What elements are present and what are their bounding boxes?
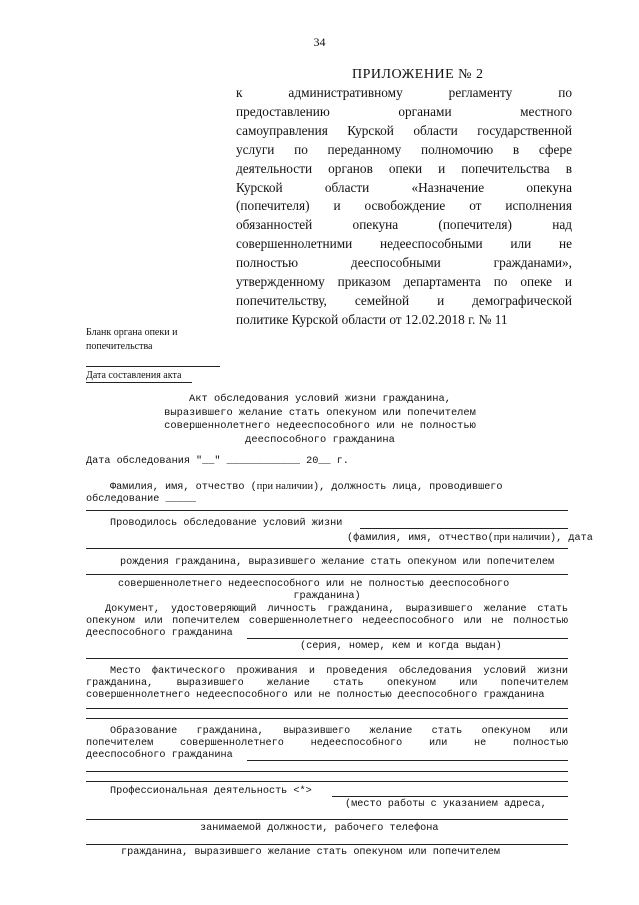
appendix-line: деятельности органов опеки и попечительства в xyxy=(236,160,572,176)
form-underline xyxy=(86,658,568,659)
appendix-line: Курской области «Назначение опекуна xyxy=(236,179,572,195)
act-title xyxy=(130,393,510,447)
document-line3: дееспособного гражданина xyxy=(86,628,233,639)
residence-line3: совершеннолетнего недееспособного или не полностью дееспособного гражданина xyxy=(86,690,545,701)
page-number: 34 xyxy=(313,35,326,49)
appendix-line: политике Курской области от 12.02.2018 г. № 11 xyxy=(236,311,508,327)
appendix-text xyxy=(236,84,572,330)
document-line1: Документ, удостоверяющий личность гражданина, выразившего желание стать xyxy=(105,604,568,615)
citizen-close: гражданина) xyxy=(293,591,361,602)
residence-line1: Место фактического проживания и проведения обследования условий жизни xyxy=(110,666,568,677)
form-underline xyxy=(86,718,568,719)
appendix-line: услуги по переданному полномочию в сфере xyxy=(236,141,572,157)
fio-text: ), должность лица, проводившего xyxy=(313,482,503,493)
act-title-line: дееспособного гражданина xyxy=(245,433,395,446)
appendix-line: совершеннолетними недееспособными или не xyxy=(236,236,572,252)
appendix-line: к административному регламенту по xyxy=(236,85,572,100)
fio-text: Фамилия, имя, отчество ( xyxy=(110,482,257,493)
last-line: гражданина, выразившего желание стать опекуном или попечителем xyxy=(121,847,501,858)
form-underline xyxy=(360,528,568,529)
blank-label xyxy=(86,326,286,354)
profession-label: Профессиональная деятельность <*> xyxy=(110,786,312,797)
profession-caption: (место работы с указанием адреса, xyxy=(345,799,547,810)
education-line1: Образование гражданина, выразившего желание стать опекуном или xyxy=(110,726,568,737)
form-underline xyxy=(86,548,568,549)
blank-label-line: попечительства xyxy=(86,341,153,352)
act-title-line: Акт обследования условий жизни гражданина, xyxy=(189,393,451,405)
fio-caption-text: ), дата xyxy=(550,533,593,544)
appendix-line: попечительству, семейной и демографической xyxy=(236,292,572,308)
form-underline xyxy=(86,708,568,709)
conducted-label: Проводилось обследование условий жизни xyxy=(110,518,343,529)
act-title-line: совершеннолетнего недееспособного или не полностью xyxy=(164,420,476,432)
form-underline xyxy=(86,844,568,845)
fio-text-serif: при наличии xyxy=(256,481,314,492)
appendix-line: обязанностей опекуна (попечителя) над xyxy=(236,217,572,233)
fio-caption xyxy=(347,532,593,544)
inspector-fio-line2: обследование _____ xyxy=(86,494,197,505)
education-line3: дееспособного гражданина xyxy=(86,750,233,761)
appendix-line: утвержденному приказом департамента по опеке и xyxy=(236,274,572,290)
fio-caption-text: (фамилия, имя, отчество( xyxy=(347,533,494,544)
act-date-underline xyxy=(86,382,192,383)
blank-label-line: Бланк органа опеки и xyxy=(86,327,178,338)
education-line2: попечителем совершеннолетнего недееспособного или не полностью xyxy=(86,738,568,749)
form-underline xyxy=(247,638,568,639)
form-underline xyxy=(86,819,568,820)
appendix-line: полностью дееспособными гражданами», xyxy=(236,255,572,271)
act-title-line: выразившего желание стать опекуном или попечителем xyxy=(164,406,476,419)
appendix-title: ПРИЛОЖЕНИЕ № 2 xyxy=(352,67,484,82)
residence-line2: гражданина, выразившего желание стать опекуном или попечителем xyxy=(86,678,568,689)
birth-line: рождения гражданина, выразившего желание стать опекуном или попечителем xyxy=(120,557,555,568)
fio-caption-serif: при наличии xyxy=(493,532,551,543)
position-caption: занимаемой должности, рабочего телефона xyxy=(200,823,439,834)
adult-line: совершеннолетнего недееспособного или не полностью дееспособного xyxy=(118,579,510,590)
inspector-fio-line xyxy=(110,480,568,494)
document-line2: опекуном или попечителем совершеннолетнего недееспособного или не полностью xyxy=(86,616,568,627)
appendix-line: самоуправления Курской области государственной xyxy=(236,122,572,138)
form-underline xyxy=(86,781,568,782)
form-underline xyxy=(247,760,568,761)
form-underline xyxy=(86,771,568,772)
appendix-line: предоставлению органами местного xyxy=(236,103,572,119)
document-caption: (серия, номер, кем и когда выдан) xyxy=(300,641,502,652)
blank-underline xyxy=(86,366,220,367)
form-underline xyxy=(332,796,568,797)
act-date-label: Дата составления акта xyxy=(86,370,182,381)
inspection-date: Дата обследования "__" ____________ 20__ г. xyxy=(86,456,349,467)
form-underline xyxy=(86,510,568,511)
form-underline xyxy=(86,574,568,575)
appendix-line: (попечителя) и освобождение от исполнения xyxy=(236,198,572,214)
